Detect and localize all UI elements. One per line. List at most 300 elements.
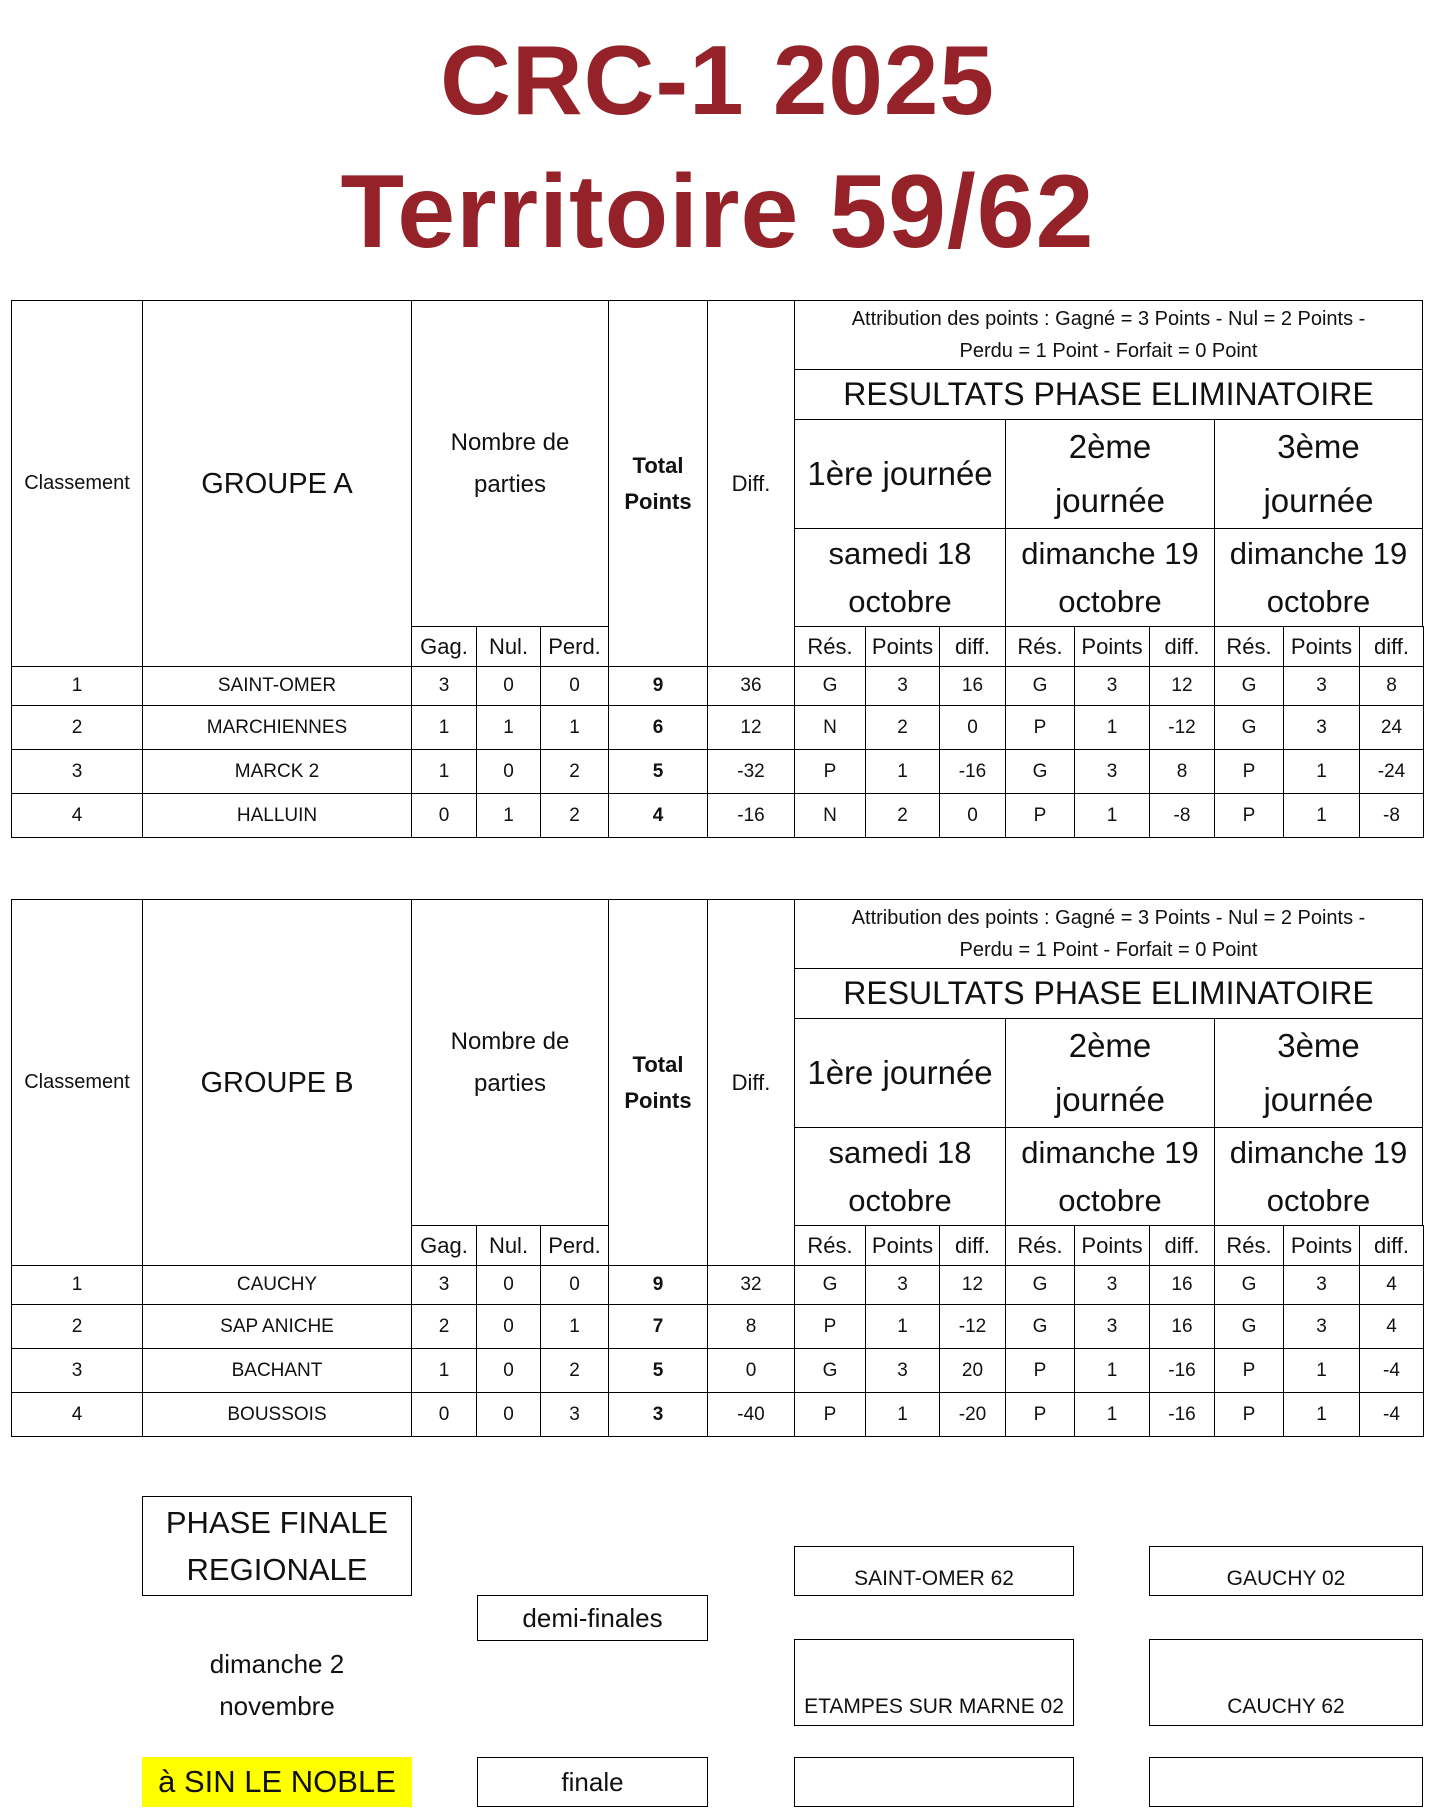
cell-value: -8 <box>1383 804 1400 826</box>
cell-j2-res <box>1005 749 1075 794</box>
cell-value: 0 <box>503 760 514 782</box>
subheader-points-j3 <box>1283 1225 1360 1266</box>
cell-value: 1 <box>897 1403 908 1425</box>
phase-finale-line2: REGIONALE <box>186 1552 368 1587</box>
cell-j3-diff <box>1359 666 1424 706</box>
cell-value: 3 <box>897 675 908 696</box>
cell-gag <box>411 793 477 838</box>
phase-finale-line1: PHASE FINALE <box>165 1505 389 1540</box>
subheader-label: Points <box>871 1232 934 1258</box>
cell-value: 3 <box>1106 1315 1118 1337</box>
cell-value: BOUSSOIS <box>227 1403 327 1425</box>
cell-nul <box>476 749 541 794</box>
cell-j1-diff <box>939 749 1006 794</box>
date-1-line1: samedi 18 <box>828 535 972 571</box>
cell-j3-res <box>1214 705 1284 750</box>
date-1-line2: octobre <box>848 1182 952 1218</box>
cell-value: MARCK 2 <box>234 760 320 782</box>
cell-perd <box>540 666 609 706</box>
cell-value: 2 <box>71 716 83 738</box>
subheader-diff-j2 <box>1149 1225 1215 1266</box>
cell-value: 3 <box>71 760 83 782</box>
cell-value: P <box>1033 1403 1047 1425</box>
cell-j1-res <box>794 1392 866 1437</box>
cell-j3-diff <box>1359 705 1424 750</box>
cell-perd <box>540 1304 609 1349</box>
cell-value: 5 <box>652 1359 664 1381</box>
resultats-label: RESULTATS PHASE ELIMINATOIRE <box>843 975 1374 1011</box>
cell-value: G <box>1241 1274 1257 1295</box>
cell-nul <box>476 1348 541 1393</box>
cell-value: 3 <box>652 1403 664 1425</box>
semi1-team-a: SAINT-OMER 62 <box>854 1567 1014 1590</box>
subheader-res-j2 <box>1005 626 1075 667</box>
cell-j3-pts <box>1283 1304 1360 1349</box>
cell-value: 1 <box>71 675 83 696</box>
final-team-a-box <box>794 1757 1074 1807</box>
date-1-line1: samedi 18 <box>828 1134 972 1170</box>
cell-value: 1 <box>897 760 908 782</box>
cell-value: 3 <box>897 1359 908 1381</box>
cell-nul <box>476 1265 541 1305</box>
cell-j2-pts <box>1074 1348 1150 1393</box>
subheader-label: Rés. <box>1226 633 1272 659</box>
perd-label: Perd. <box>548 633 601 659</box>
group-name-label: GROUPE B <box>200 1066 354 1099</box>
header-perd <box>540 1225 609 1266</box>
subheader-label: diff. <box>954 1232 991 1258</box>
cell-value: 1 <box>897 1315 908 1337</box>
cell-value: MARCHIENNES <box>206 716 348 738</box>
header-resultats <box>794 369 1423 420</box>
cell-value: 1 <box>1316 1403 1327 1425</box>
cell-diff <box>707 1392 795 1437</box>
gag-label: Gag. <box>420 1232 468 1258</box>
cell-value: 16 <box>1171 1274 1193 1295</box>
cell-value: 4 <box>1386 1274 1397 1295</box>
finals-date-line1: dimanche 2 <box>209 1649 345 1679</box>
header-gag <box>411 626 477 667</box>
header-classement-label: Classement <box>24 472 130 494</box>
journee-1-label: 1ère journée <box>807 455 993 492</box>
header-nombre-parties <box>411 899 609 1226</box>
subheader-points-j2 <box>1074 626 1150 667</box>
header-classement <box>11 300 143 667</box>
header-gag <box>411 1225 477 1266</box>
cell-value: G <box>1241 716 1257 738</box>
diff-label: Diff. <box>731 470 771 496</box>
cell-j3-res <box>1214 793 1284 838</box>
cell-value: -40 <box>737 1403 765 1425</box>
final-label-box <box>477 1757 708 1807</box>
cell-diff <box>707 1304 795 1349</box>
cell-j1-diff <box>939 1348 1006 1393</box>
finals-location <box>142 1757 412 1807</box>
journee-3-label-2: journée <box>1263 482 1374 519</box>
cell-j1-res <box>794 1348 866 1393</box>
cell-value: 2 <box>897 716 908 738</box>
header-diff <box>707 300 795 667</box>
final-team-b-box <box>1149 1757 1423 1807</box>
cell-team <box>142 749 412 794</box>
cell-j2-pts <box>1074 749 1150 794</box>
cell-gag <box>411 749 477 794</box>
cell-j3-res <box>1214 1348 1284 1393</box>
cell-value: P <box>1242 760 1256 782</box>
cell-value: 0 <box>503 675 514 696</box>
cell-value: -16 <box>1168 1403 1196 1425</box>
attribution-line1: Attribution des points : Gagné = 3 Points - Nul = 2 Points - <box>851 907 1366 929</box>
cell-j1-diff <box>939 705 1006 750</box>
cell-value: 0 <box>438 1403 450 1425</box>
semi2-team-a: GAUCHY 02 <box>1226 1567 1346 1590</box>
cell-j3-diff <box>1359 1348 1424 1393</box>
cell-value: 4 <box>652 804 664 826</box>
cell-rank <box>11 1304 143 1349</box>
cell-value: -16 <box>958 760 987 782</box>
page-title: CRC-1 2025 <box>440 25 995 135</box>
cell-gag <box>411 1348 477 1393</box>
final-label: finale <box>561 1766 624 1797</box>
attribution-line2: Perdu = 1 Point - Forfait = 0 Point <box>959 340 1258 362</box>
cell-diff <box>707 705 795 750</box>
header-nul <box>476 626 541 667</box>
cell-perd <box>540 1392 609 1437</box>
cell-value: 1 <box>1316 804 1327 826</box>
cell-j2-diff <box>1149 666 1215 706</box>
subheader-points-j2 <box>1074 1225 1150 1266</box>
cell-j2-res <box>1005 793 1075 838</box>
cell-value: 3 <box>1316 1274 1327 1295</box>
cell-j1-res <box>794 1304 866 1349</box>
cell-j2-diff <box>1149 793 1215 838</box>
cell-value: G <box>1032 675 1048 696</box>
cell-j3-diff <box>1359 1392 1424 1437</box>
cell-value: P <box>823 1315 837 1337</box>
journee-2-label-1: 2ème <box>1068 428 1152 465</box>
cell-value: 3 <box>569 1403 580 1425</box>
header-journee-1 <box>794 1018 1006 1128</box>
cell-j1-pts <box>865 666 940 706</box>
cell-value: 1 <box>1106 716 1118 738</box>
header-resultats <box>794 968 1423 1019</box>
cell-j1-pts <box>865 1392 940 1437</box>
header-journee-3 <box>1214 1018 1423 1128</box>
subheader-label: Points <box>1081 1232 1143 1258</box>
page-subtitle: Territoire 59/62 <box>340 154 1095 270</box>
cell-nul <box>476 793 541 838</box>
cell-value: 3 <box>1106 760 1118 782</box>
cell-j1-pts <box>865 1348 940 1393</box>
cell-diff <box>707 1348 795 1393</box>
journee-2-label-2: journée <box>1054 482 1166 519</box>
cell-rank <box>11 749 143 794</box>
cell-j2-res <box>1005 1304 1075 1349</box>
header-attribution <box>794 899 1423 969</box>
cell-total <box>608 1348 708 1393</box>
header-nul <box>476 1225 541 1266</box>
cell-j2-diff <box>1149 749 1215 794</box>
total-points-label-2: Points <box>624 488 692 514</box>
resultats-label: RESULTATS PHASE ELIMINATOIRE <box>843 376 1374 412</box>
cell-value: 1 <box>1316 1359 1327 1381</box>
cell-value: SAP ANICHE <box>220 1315 334 1337</box>
cell-value: 16 <box>961 675 984 696</box>
cell-j3-pts <box>1283 1392 1360 1437</box>
cell-j3-diff <box>1359 749 1424 794</box>
cell-value: 12 <box>1171 675 1193 696</box>
nombre-parties-label: Nombre de parties <box>450 428 570 498</box>
cell-j1-res <box>794 1265 866 1305</box>
cell-rank <box>11 1265 143 1305</box>
date-2-line1: dimanche 19 <box>1021 1134 1199 1170</box>
header-diff <box>707 899 795 1266</box>
date-2-line2: octobre <box>1058 583 1162 619</box>
cell-j3-diff <box>1359 1265 1424 1305</box>
cell-j3-pts <box>1283 705 1360 750</box>
header-date-2 <box>1005 1127 1215 1226</box>
cell-value: 12 <box>740 716 762 738</box>
cell-j3-diff <box>1359 793 1424 838</box>
subheader-res-j3 <box>1214 1225 1284 1266</box>
cell-value: G <box>1032 1315 1048 1337</box>
header-date-1 <box>794 528 1006 627</box>
header-perd <box>540 626 609 667</box>
semi2-team-a-box <box>1149 1546 1423 1596</box>
subheader-label: Rés. <box>1017 633 1063 659</box>
cell-value: 4 <box>71 1403 83 1425</box>
total-points-label-1: Total <box>632 452 684 478</box>
cell-value: 0 <box>745 1359 757 1381</box>
cell-value: 2 <box>569 804 580 826</box>
date-2-line2: octobre <box>1058 1182 1162 1218</box>
cell-j1-diff <box>939 666 1006 706</box>
cell-value: G <box>822 1359 838 1381</box>
cell-j1-pts <box>865 1304 940 1349</box>
cell-j3-pts <box>1283 793 1360 838</box>
cell-value: 3 <box>71 1359 83 1381</box>
date-3-line1: dimanche 19 <box>1229 535 1408 571</box>
cell-value: 1 <box>503 716 514 738</box>
cell-value: P <box>1033 716 1047 738</box>
cell-team <box>142 1265 412 1305</box>
cell-value: G <box>1032 1274 1048 1295</box>
cell-value: 2 <box>71 1315 83 1337</box>
header-group-name <box>142 899 412 1266</box>
group-name-label: GROUPE A <box>201 467 353 500</box>
cell-value: 12 <box>961 1274 984 1295</box>
cell-value: 2 <box>897 804 908 826</box>
cell-j2-pts <box>1074 1392 1150 1437</box>
cell-j3-res <box>1214 749 1284 794</box>
cell-value: 3 <box>438 675 450 696</box>
header-attribution <box>794 300 1423 370</box>
cell-value: 3 <box>1106 675 1118 696</box>
cell-j3-res <box>1214 1304 1284 1349</box>
cell-value: 24 <box>1380 716 1403 738</box>
cell-value: 32 <box>740 1274 762 1295</box>
cell-value: 5 <box>652 760 664 782</box>
cell-value: P <box>1242 1403 1256 1425</box>
header-classement-label: Classement <box>24 1071 130 1093</box>
semi1-team-a-box <box>794 1546 1074 1596</box>
cell-value: 1 <box>1106 1403 1118 1425</box>
cell-value: P <box>1242 804 1256 826</box>
subheader-label: Points <box>871 633 934 659</box>
cell-j3-diff <box>1359 1304 1424 1349</box>
subheader-res-j1 <box>794 626 866 667</box>
cell-diff <box>707 1265 795 1305</box>
cell-j1-diff <box>939 793 1006 838</box>
cell-gag <box>411 666 477 706</box>
cell-j2-res <box>1005 1265 1075 1305</box>
cell-value: 1 <box>438 716 450 738</box>
cell-j1-diff <box>939 1392 1006 1437</box>
cell-value: G <box>1032 760 1048 782</box>
cell-value: 8 <box>1176 760 1188 782</box>
cell-value: -16 <box>1168 1359 1196 1381</box>
cell-j1-pts <box>865 1265 940 1305</box>
cell-value: N <box>823 716 837 738</box>
subheader-diff-j2 <box>1149 626 1215 667</box>
cell-value: -4 <box>1383 1359 1400 1381</box>
cell-value: 0 <box>503 1359 514 1381</box>
cell-j1-res <box>794 793 866 838</box>
cell-rank <box>11 793 143 838</box>
cell-j2-pts <box>1074 793 1150 838</box>
cell-j2-res <box>1005 1392 1075 1437</box>
semi2-team-b: CAUCHY 62 <box>1227 1695 1345 1718</box>
cell-value: 1 <box>438 760 450 782</box>
cell-value: -12 <box>958 1315 987 1337</box>
header-journee-2 <box>1005 1018 1215 1128</box>
cell-j3-pts <box>1283 666 1360 706</box>
cell-value: 1 <box>1316 760 1327 782</box>
cell-value: 1 <box>71 1274 83 1295</box>
subheader-label: diff. <box>1164 633 1200 659</box>
header-total-points <box>608 300 708 667</box>
cell-value: -4 <box>1383 1403 1400 1425</box>
cell-value: 1 <box>569 716 580 738</box>
cell-value: 0 <box>503 1403 514 1425</box>
cell-value: 3 <box>1106 1274 1118 1295</box>
cell-value: G <box>1241 675 1257 696</box>
subheader-diff-j3 <box>1359 1225 1424 1266</box>
cell-value: P <box>823 760 837 782</box>
cell-value: 0 <box>438 804 450 826</box>
cell-value: 2 <box>569 1359 580 1381</box>
subheader-label: Points <box>1081 633 1143 659</box>
cell-gag <box>411 705 477 750</box>
semi1-team-b-box <box>794 1639 1074 1726</box>
diff-label: Diff. <box>731 1069 771 1095</box>
journee-3-label-2: journée <box>1263 1081 1374 1118</box>
cell-total <box>608 1304 708 1349</box>
journee-3-label-1: 3ème <box>1277 1027 1360 1064</box>
cell-value: 3 <box>438 1274 450 1295</box>
cell-j2-pts <box>1074 705 1150 750</box>
cell-team <box>142 705 412 750</box>
cell-total <box>608 793 708 838</box>
cell-gag <box>411 1265 477 1305</box>
total-points-label-2: Points <box>624 1087 692 1113</box>
cell-perd <box>540 705 609 750</box>
header-date-3 <box>1214 1127 1423 1226</box>
journee-2-label-2: journée <box>1054 1081 1166 1118</box>
cell-perd <box>540 793 609 838</box>
subheader-diff-j1 <box>939 626 1006 667</box>
cell-value: P <box>1033 804 1047 826</box>
attribution-line2: Perdu = 1 Point - Forfait = 0 Point <box>959 939 1258 961</box>
subheader-label: Points <box>1290 1232 1353 1258</box>
header-journee-3 <box>1214 419 1423 529</box>
journee-1-label: 1ère journée <box>807 1054 993 1091</box>
cell-team <box>142 1392 412 1437</box>
cell-value: SAINT-OMER <box>217 675 337 696</box>
cell-value: -24 <box>1377 760 1406 782</box>
cell-value: G <box>822 1274 838 1295</box>
cell-gag <box>411 1304 477 1349</box>
date-3-line2: octobre <box>1266 583 1371 619</box>
subheader-label: diff. <box>954 633 991 659</box>
cell-total <box>608 749 708 794</box>
cell-nul <box>476 666 541 706</box>
cell-j1-diff <box>939 1304 1006 1349</box>
subheader-label: diff. <box>1373 1232 1410 1258</box>
cell-j2-diff <box>1149 1348 1215 1393</box>
cell-j3-res <box>1214 1392 1284 1437</box>
cell-j1-diff <box>939 1265 1006 1305</box>
cell-value: 4 <box>71 804 83 826</box>
cell-value: BACHANT <box>231 1359 323 1381</box>
cell-nul <box>476 1392 541 1437</box>
journee-3-label-1: 3ème <box>1277 428 1360 465</box>
cell-value: 8 <box>1386 675 1397 696</box>
cell-j1-res <box>794 666 866 706</box>
date-3-line2: octobre <box>1266 1182 1371 1218</box>
cell-j2-diff <box>1149 1392 1215 1437</box>
cell-j1-pts <box>865 793 940 838</box>
cell-j2-diff <box>1149 705 1215 750</box>
subheader-label: Rés. <box>1226 1232 1272 1258</box>
cell-j2-diff <box>1149 1265 1215 1305</box>
cell-value: 16 <box>1171 1315 1193 1337</box>
cell-rank <box>11 1392 143 1437</box>
cell-j2-res <box>1005 666 1075 706</box>
semis-label-box <box>477 1595 708 1641</box>
cell-j3-pts <box>1283 1348 1360 1393</box>
header-date-3 <box>1214 528 1423 627</box>
cell-value: CAUCHY <box>236 1274 318 1295</box>
semi2-team-b-box <box>1149 1639 1423 1726</box>
cell-j3-pts <box>1283 749 1360 794</box>
cell-value: 3 <box>1316 675 1327 696</box>
cell-value: -12 <box>1168 716 1196 738</box>
cell-total <box>608 1265 708 1305</box>
cell-total <box>608 666 708 706</box>
cell-value: 1 <box>503 804 514 826</box>
cell-total <box>608 1392 708 1437</box>
subheader-res-j3 <box>1214 626 1284 667</box>
cell-value: G <box>1241 1315 1257 1337</box>
cell-value: P <box>1242 1359 1256 1381</box>
subheader-diff-j3 <box>1359 626 1424 667</box>
finals-date-line2: novembre <box>219 1691 335 1721</box>
cell-value: 20 <box>961 1359 984 1381</box>
header-group-name <box>142 300 412 667</box>
header-journee-2 <box>1005 419 1215 529</box>
cell-value: P <box>1033 1359 1047 1381</box>
